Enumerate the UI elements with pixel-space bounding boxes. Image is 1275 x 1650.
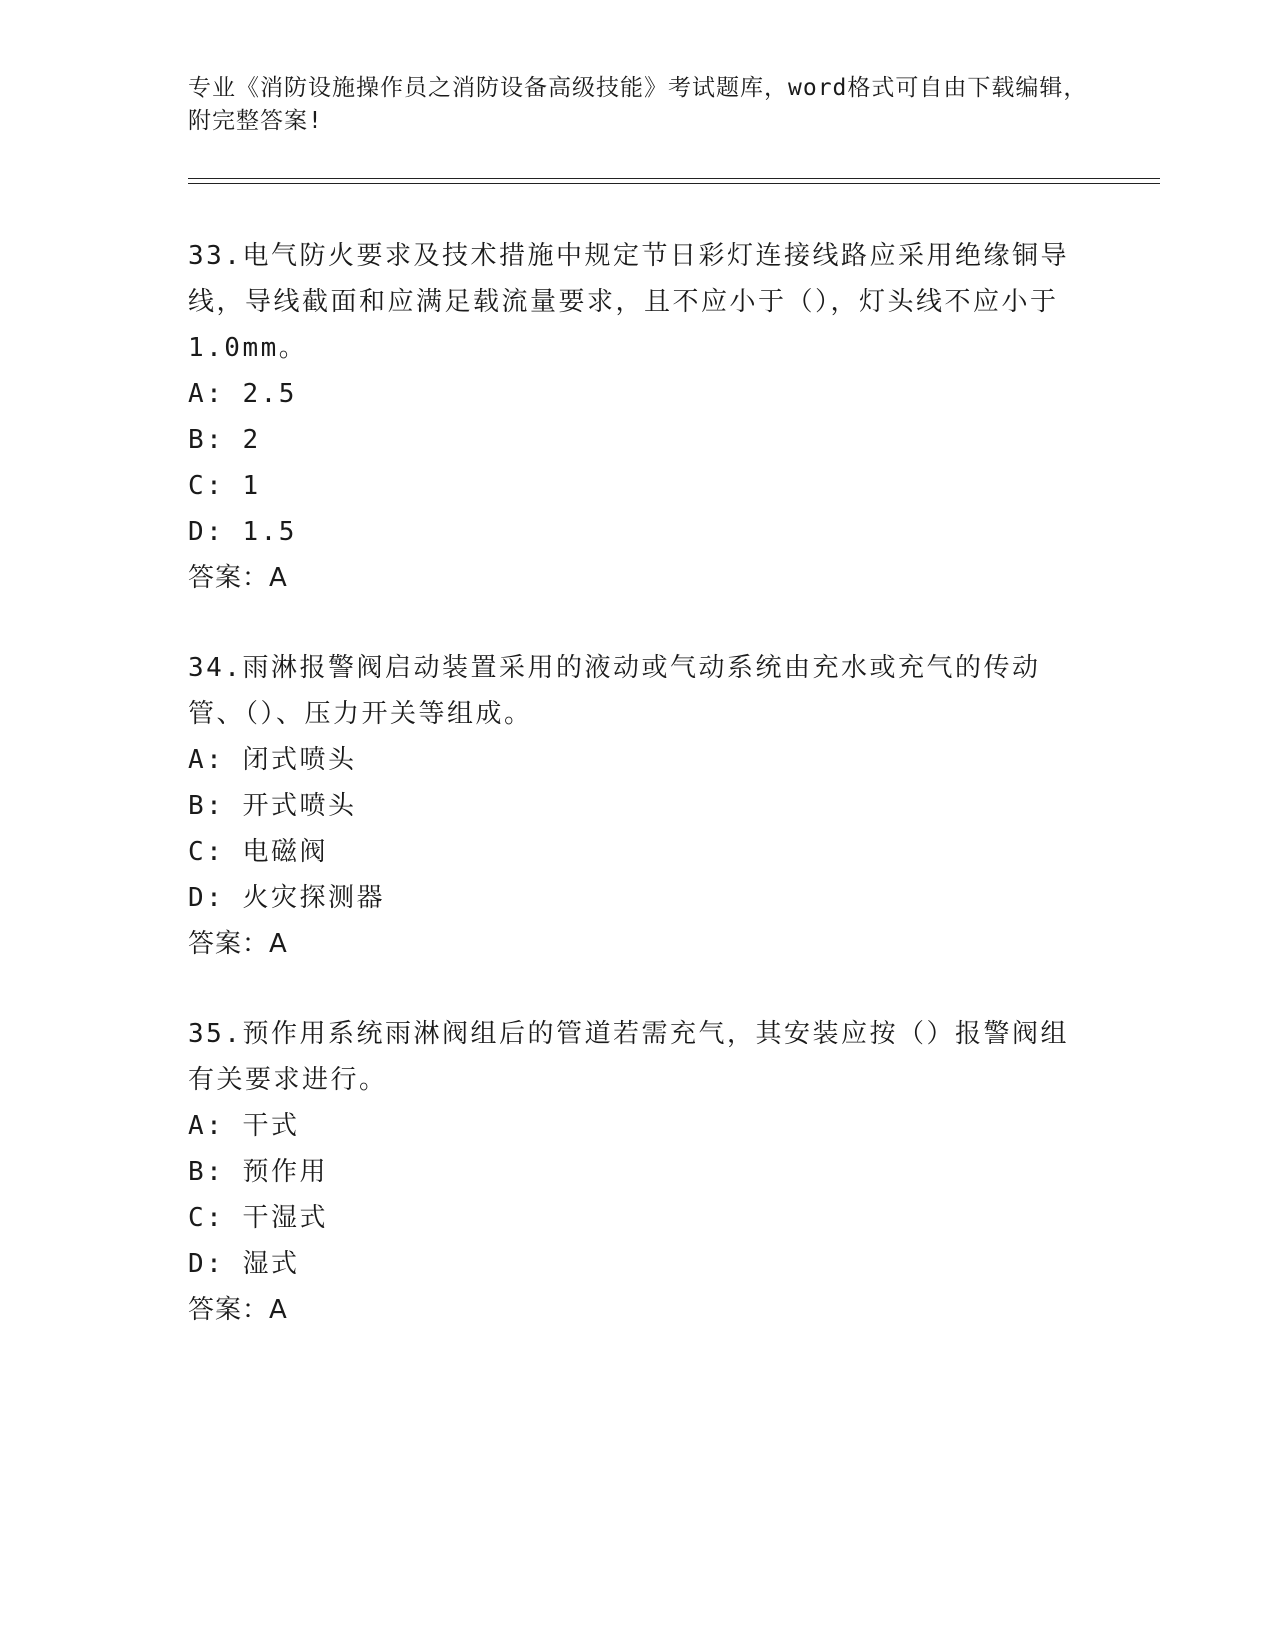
answer: 答案：A bbox=[188, 1295, 288, 1325]
option-c: C: 干湿式 bbox=[188, 1203, 328, 1233]
header-divider-top bbox=[188, 178, 1160, 179]
option-a: A: 2.5 bbox=[188, 379, 297, 409]
option-b: B: 2 bbox=[188, 425, 261, 455]
answer: 答案：A bbox=[188, 563, 288, 593]
header-divider-bottom bbox=[188, 183, 1160, 184]
option-c: C: 1 bbox=[188, 471, 261, 501]
question-34 bbox=[188, 645, 1088, 967]
option-a: A: 干式 bbox=[188, 1111, 300, 1141]
question-35 bbox=[188, 1011, 1088, 1333]
option-b: B: 开式喷头 bbox=[188, 791, 357, 821]
answer: 答案：A bbox=[188, 929, 288, 959]
option-d: D: 湿式 bbox=[188, 1249, 300, 1279]
document-intro: 专业《消防设施操作员之消防设备高级技能》考试题库，word格式可自由下载编辑，附完整答案! bbox=[188, 75, 1088, 134]
option-a: A: 闭式喷头 bbox=[188, 745, 357, 775]
option-b: B: 预作用 bbox=[188, 1157, 328, 1187]
option-d: D: 1.5 bbox=[188, 517, 297, 547]
question-text: 35.预作用系统雨淋阀组后的管道若需充气，其安装应按（）报警阀组有关要求进行。 bbox=[188, 1019, 1069, 1095]
question-33 bbox=[188, 233, 1088, 601]
option-d: D: 火灾探测器 bbox=[188, 883, 385, 913]
question-text: 34.雨淋报警阀启动装置采用的液动或气动系统由充水或充气的传动管、（）、压力开关等组成。 bbox=[188, 653, 1041, 729]
option-c: C: 电磁阀 bbox=[188, 837, 328, 867]
question-text: 33.电气防火要求及技术措施中规定节日彩灯连接线路应采用绝缘铜导线，导线截面和应满足载流量要求，且不应小于（），灯头线不应小于1.0mm。 bbox=[188, 241, 1069, 363]
